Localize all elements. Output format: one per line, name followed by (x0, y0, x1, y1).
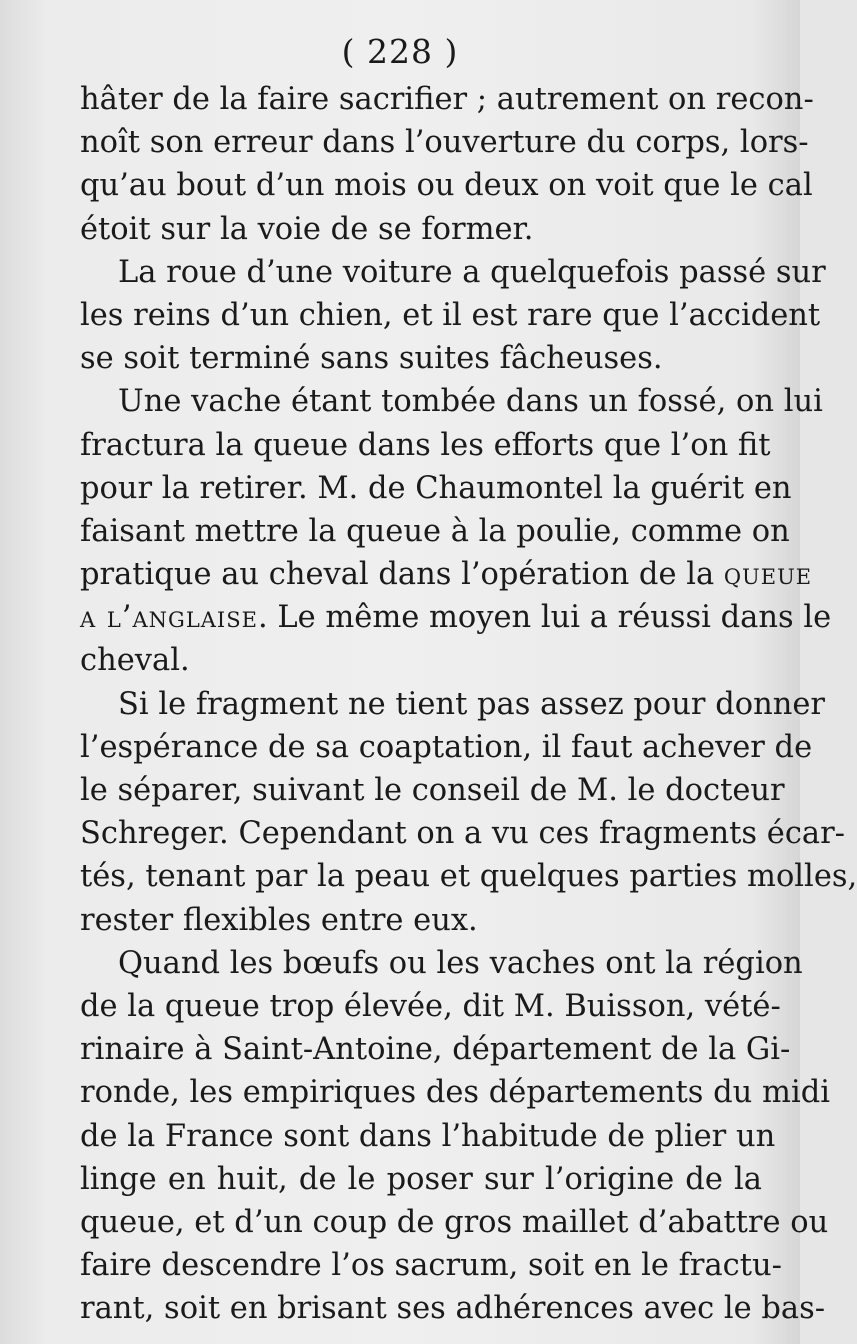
paragraph-2 (80, 251, 826, 381)
text-line: les reins d’un chien, et il est rare que l’accident (80, 297, 821, 333)
text-line: Schreger. Cependant on a vu ces fragments écar- (80, 816, 845, 852)
text-line: noît son erreur dans l’ouverture du corps, lors- (80, 125, 809, 161)
text-line: Si le fragment ne tient pas assez pour donner (118, 686, 825, 722)
page-body (80, 78, 857, 1330)
smallcaps-term: a l’anglaise (80, 600, 258, 636)
text-line: pour la retirer. M. de Chaumontel la guérit en (80, 470, 792, 506)
text-line: faire descendre l’os sacrum, soit en le fractu- (80, 1248, 782, 1284)
text-line: Quand les bœufs ou les vaches ont la région (118, 945, 803, 981)
text-line: de la queue trop élevée, dit M. Buisson, vété- (80, 988, 781, 1024)
text-line: queue, et d’un coup de gros maillet d’abattre ou (80, 1204, 829, 1240)
text-line: étoit sur la voie de se former. (80, 211, 534, 247)
text-line: cheval. (80, 643, 190, 679)
text-line: qu’au bout d’un mois ou deux on voit que le cal (80, 168, 813, 204)
text-line: l’espérance de sa coaptation, il faut achever de (80, 729, 813, 765)
text-line: faisant mettre la queue à la poulie, comme on (80, 513, 790, 549)
text-line: de la France sont dans l’habitude de plier un (80, 1118, 776, 1154)
text-run: pratique au cheval dans l’opération de la (80, 557, 724, 593)
text-line: La roue d’une voiture a quelquefois passé sur (118, 254, 826, 290)
text-line: linge en huit, de le poser sur l’origine de la (80, 1161, 762, 1197)
text-line: rester flexibles entre eux. (80, 902, 478, 938)
text-line (80, 596, 832, 639)
paragraph-1 (80, 78, 814, 251)
text-line: le séparer, suivant le conseil de M. le docteur (80, 773, 785, 808)
smallcaps-term: queue (723, 557, 813, 593)
text-line: Une vache étant tombée dans un fossé, on lui (118, 384, 823, 420)
text-line: se soit terminé sans suites fâcheuses. (80, 341, 663, 377)
text-line: rant, soit en brisant ses adhérences avec le bas- (80, 1291, 826, 1327)
paragraph-5 (80, 942, 830, 1331)
text-line: hâter de la faire sacrifier ; autrement on recon- (80, 82, 814, 117)
paragraph-4 (80, 683, 857, 942)
text-line (80, 553, 813, 596)
text-line: ronde, les empiriques des départements du midi (80, 1075, 830, 1111)
text-line: rinaire à Saint-Antoine, département de la Gi- (80, 1032, 791, 1068)
paragraph-3 (80, 380, 832, 682)
text-line: fractura la queue dans les efforts que l’on fit (80, 427, 771, 463)
text-run: . Le même moyen lui a réussi dans le (257, 600, 832, 636)
text-line: tés, tenant par la peau et quelques parties molles, (80, 859, 857, 895)
page-number: ( 228 ) (341, 32, 459, 71)
